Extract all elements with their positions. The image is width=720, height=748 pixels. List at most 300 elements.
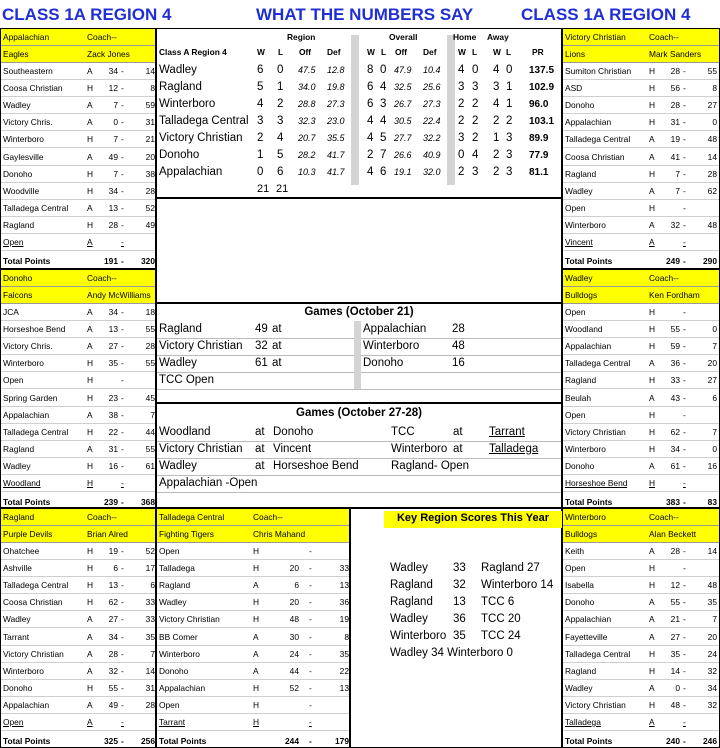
away-wins: 2 — [493, 149, 500, 161]
score-against: 18 — [145, 307, 155, 317]
overall-losses: 7 — [380, 149, 387, 161]
score-against: 59 — [145, 100, 155, 111]
opponent: Ragland — [3, 443, 35, 454]
region-losses: 0 — [277, 64, 284, 76]
score-for: 34 — [108, 631, 118, 642]
home-away: A — [87, 237, 93, 247]
score-dash: - — [121, 66, 124, 76]
game-row — [563, 200, 719, 217]
game-row — [157, 663, 349, 680]
home-away: H — [649, 117, 656, 128]
score-for: 33 — [670, 375, 680, 386]
score-dash: - — [121, 237, 124, 247]
opponent: BB Comer — [159, 631, 198, 642]
standings-team: Donoho — [159, 149, 200, 161]
coach-label: Coach-- — [87, 273, 117, 283]
total-label: Total Points — [3, 736, 51, 747]
col-rw: W — [257, 47, 265, 57]
games-divider — [157, 389, 561, 390]
home-away: A — [649, 460, 655, 471]
overall-def: 32.0 — [423, 167, 441, 177]
home-away: H — [649, 648, 656, 659]
score-against: 7 — [150, 648, 155, 659]
standings-team: Victory Christian — [159, 132, 243, 144]
standings-team: Appalachian — [159, 166, 223, 178]
home-wins: 4 — [458, 64, 465, 76]
game-row — [1, 80, 155, 97]
game-row — [1, 200, 155, 217]
region-wins: 4 — [257, 98, 264, 110]
score-against: 14 — [145, 665, 155, 676]
region-wins: 3 — [257, 115, 264, 127]
game-score-b: 48 — [452, 340, 465, 352]
score-against: 32 — [707, 665, 717, 676]
game-row — [563, 217, 719, 234]
game-row — [157, 594, 349, 611]
score-against: 22 — [339, 665, 349, 676]
total-dash: - — [683, 736, 686, 747]
game-row — [563, 594, 719, 611]
game-row — [563, 577, 719, 594]
key-score-a: 35 — [453, 630, 466, 642]
home-away: H — [649, 83, 656, 94]
home-away: A — [649, 546, 655, 556]
standings-row — [157, 113, 561, 130]
score-dash: - — [683, 717, 686, 727]
score-for: 14 — [670, 665, 680, 676]
score-dash: - — [121, 699, 124, 710]
home-wins: 3 — [458, 132, 465, 144]
opponent: Victory Christian — [565, 426, 626, 437]
team-box-wadley — [562, 269, 720, 508]
standings-row — [157, 130, 561, 147]
away-wins: 1 — [493, 132, 500, 144]
game-row — [157, 543, 349, 560]
region-wins: 0 — [257, 166, 264, 178]
game-at: at — [272, 340, 282, 352]
score-against: 55 — [145, 324, 155, 335]
score-against: 8 — [150, 83, 155, 94]
team-name: Donoho — [3, 273, 33, 283]
overall-wins: 4 — [367, 132, 374, 144]
total-row — [563, 733, 719, 748]
score-for: 49 — [108, 699, 118, 710]
opponent: ASD — [565, 83, 583, 94]
opponent: Gaylesville — [3, 151, 44, 162]
key-team-b: TCC 6 — [481, 596, 515, 608]
home-away: H — [649, 409, 656, 420]
score-for: 31 — [670, 117, 680, 128]
opponent: Donoho — [3, 682, 33, 693]
home-away: H — [649, 324, 656, 335]
total-against: 179 — [335, 736, 349, 747]
score-dash: - — [683, 307, 686, 317]
home-away: A — [87, 100, 93, 111]
opponent: Ragland — [565, 375, 597, 386]
game-team-b: Donoho — [363, 357, 404, 369]
score-for: 0 — [113, 117, 118, 128]
game-row — [563, 697, 719, 714]
overall-losses: 4 — [380, 115, 387, 127]
score-for: 34 — [108, 185, 118, 196]
score-against: 61 — [145, 460, 155, 471]
home-wins: 2 — [458, 98, 465, 110]
home-away: H — [87, 219, 94, 230]
team-mascot: Bulldogs — [565, 290, 598, 300]
score-dash: - — [683, 83, 686, 94]
game-at-c: at — [453, 426, 463, 438]
game-team-c: Winterboro — [391, 443, 448, 455]
score-against: 48 — [707, 580, 717, 591]
game-team-a: Wadley — [159, 357, 197, 369]
score-for: 38 — [108, 409, 118, 420]
opponent: Talladega Central — [565, 648, 631, 659]
home-away: H — [87, 83, 94, 94]
score-against: 7 — [712, 614, 717, 625]
opponent: Horseshoe Bend — [3, 324, 66, 335]
score-for: 19 — [108, 546, 118, 556]
score-for: 27 — [108, 341, 118, 352]
home-away: H — [87, 168, 94, 179]
home-away: A — [253, 665, 259, 676]
game-row — [563, 80, 719, 97]
standings-team: Wadley — [159, 64, 197, 76]
opponent: Beulah — [565, 392, 592, 403]
home-losses: 4 — [472, 149, 479, 161]
home-away: H — [649, 307, 656, 317]
region-wins: 5 — [257, 81, 264, 93]
power-rating: 81.1 — [529, 167, 549, 178]
game-row — [1, 338, 155, 355]
opponent: Open — [3, 717, 24, 727]
score-against: 55 — [145, 443, 155, 454]
score-against: 28 — [145, 341, 155, 352]
home-wins: 0 — [458, 149, 465, 161]
score-against: 45 — [145, 392, 155, 403]
opponent: Victory Christian — [3, 648, 64, 659]
score-dash: - — [121, 100, 124, 111]
region-def: 41.7 — [327, 167, 345, 177]
overall-def: 25.6 — [423, 82, 441, 92]
game-row — [1, 441, 155, 458]
games-oct27 — [156, 403, 562, 508]
total-against: 290 — [703, 256, 717, 267]
score-for: 21 — [670, 614, 680, 625]
region-def: 27.3 — [327, 99, 345, 109]
team-subheader-row — [563, 526, 719, 543]
overall-off: 32.5 — [394, 82, 412, 92]
opponent: Tarrant — [159, 717, 186, 727]
total-label: Total Points — [565, 256, 613, 267]
game-row — [563, 714, 719, 731]
game-row — [563, 183, 719, 200]
score-dash: - — [309, 699, 312, 710]
opponent: Coosa Christian — [565, 151, 625, 162]
home-losses: 3 — [472, 166, 479, 178]
score-dash: - — [683, 202, 686, 213]
team-mascot: Purple Devils — [3, 529, 53, 539]
home-away: H — [649, 563, 656, 574]
score-for: 49 — [108, 151, 118, 162]
score-for: 48 — [670, 699, 680, 710]
score-for: 48 — [289, 614, 299, 625]
overall-def: 10.4 — [423, 65, 441, 75]
score-dash: - — [683, 185, 686, 196]
home-losses: 2 — [472, 132, 479, 144]
score-dash: - — [309, 648, 312, 659]
score-against: 44 — [145, 426, 155, 437]
score-for: 34 — [108, 307, 118, 317]
total-dash: - — [121, 497, 124, 508]
region-losses: 4 — [277, 132, 284, 144]
region-off: 20.7 — [298, 133, 316, 143]
region-off: 28.8 — [298, 99, 316, 109]
opponent: Open — [565, 202, 586, 213]
home-away: H — [253, 546, 260, 556]
score-for: 20 — [289, 563, 299, 574]
key-score-a: 36 — [453, 613, 466, 625]
score-for: 7 — [113, 168, 118, 179]
score-against: 31 — [145, 117, 155, 128]
score-against: 16 — [707, 460, 717, 471]
score-for: 6 — [113, 563, 118, 574]
game-team-c: Ragland- Open — [391, 460, 469, 472]
score-dash: - — [683, 665, 686, 676]
score-for: 43 — [670, 392, 680, 403]
standings-team: Talladega Central — [159, 115, 249, 127]
score-against: 55 — [145, 358, 155, 369]
game-row — [1, 131, 155, 148]
score-against: 28 — [145, 699, 155, 710]
score-dash: - — [121, 83, 124, 94]
home-losses: 2 — [472, 98, 479, 110]
total-label: Total Points — [3, 497, 51, 508]
game-row — [563, 355, 719, 372]
score-dash: - — [683, 409, 686, 420]
team-box-ragland — [0, 508, 156, 748]
away-losses: 0 — [506, 64, 513, 76]
overall-off: 26.7 — [394, 99, 412, 109]
home-away: A — [87, 117, 93, 128]
team-subheader-row — [563, 287, 719, 304]
game-row — [563, 424, 719, 441]
total-row — [563, 253, 719, 270]
overall-losses: 0 — [380, 64, 387, 76]
overall-def: 32.2 — [423, 133, 441, 143]
game-at: at — [255, 443, 265, 455]
score-for: 32 — [670, 219, 680, 230]
region-wins: 2 — [257, 132, 264, 144]
key-team-b: TCC 24 — [481, 630, 521, 642]
home-away: H — [649, 699, 656, 710]
coach-label: Coach-- — [649, 512, 679, 522]
game-row — [1, 560, 155, 577]
score-dash: - — [309, 631, 312, 642]
region-def: 23.0 — [327, 116, 345, 126]
home-away: A — [87, 324, 93, 335]
games-divider-bar — [354, 321, 361, 389]
score-dash: - — [121, 614, 124, 625]
score-dash: - — [121, 117, 124, 128]
col-aw: W — [493, 47, 501, 57]
opponent: Donoho — [565, 460, 595, 471]
score-dash: - — [309, 580, 312, 591]
opponent: Wadley — [3, 460, 31, 471]
score-against: 28 — [145, 185, 155, 196]
opponent: Open — [3, 237, 24, 247]
key-team-a: Wadley — [390, 613, 428, 625]
coach-name: Zack Jones — [87, 49, 130, 59]
game-row — [563, 63, 719, 80]
standings-row — [157, 164, 561, 181]
score-dash: - — [309, 614, 312, 625]
col-overall: Overall — [389, 32, 418, 42]
col-ol: L — [381, 47, 387, 57]
opponent: Appalachian — [3, 699, 50, 710]
opponent: Wadley — [565, 185, 593, 196]
opponent: Talladega Central — [565, 134, 631, 145]
game-row — [563, 390, 719, 407]
home-away: H — [87, 392, 94, 403]
home-losses: 2 — [472, 115, 479, 127]
opponent: Appalachian — [565, 117, 612, 128]
game-row — [563, 611, 719, 628]
key-score-a: 33 — [453, 562, 466, 574]
region-off: 28.2 — [298, 150, 316, 160]
game-team-b: Vincent — [273, 443, 312, 455]
team-name: Winterboro — [565, 512, 606, 522]
overall-wins: 6 — [367, 98, 374, 110]
score-dash: - — [121, 426, 124, 437]
score-for: 44 — [289, 665, 299, 676]
home-away: H — [87, 546, 94, 556]
opponent: Fayetteville — [565, 631, 608, 642]
standings-team: Winterboro — [159, 98, 216, 110]
opponent: Talladega — [565, 717, 601, 727]
col-ooff: Off — [395, 47, 408, 57]
score-dash: - — [683, 631, 686, 642]
score-for: 28 — [670, 100, 680, 111]
score-against: 21 — [145, 134, 155, 145]
opponent: Coosa Christian — [3, 83, 63, 94]
score-against: 36 — [339, 597, 349, 608]
game-row — [1, 611, 155, 628]
score-dash: - — [683, 426, 686, 437]
power-rating: 103.1 — [529, 116, 555, 127]
score-dash: - — [683, 648, 686, 659]
total-against: 256 — [141, 736, 155, 747]
coach-label: Coach-- — [87, 512, 117, 522]
score-dash: - — [121, 563, 124, 574]
col-region: Region — [287, 32, 316, 42]
games-divider — [157, 492, 561, 493]
home-away: A — [649, 631, 655, 642]
score-dash: - — [121, 375, 124, 386]
score-for: 55 — [108, 682, 118, 693]
opponent: Open — [565, 563, 586, 574]
standings-table — [156, 28, 562, 198]
game-row — [563, 149, 719, 166]
game-row — [563, 234, 719, 251]
team-mascot: Falcons — [3, 290, 33, 300]
team-box-winterboro — [562, 508, 720, 748]
score-dash: - — [121, 185, 124, 196]
opponent: Victory Christian — [159, 614, 220, 625]
opponent: Talladega Central — [565, 358, 631, 369]
opponent: Open — [565, 409, 586, 420]
region-losses: 3 — [277, 115, 284, 127]
total-label: Total Points — [565, 736, 613, 747]
coach-label: Coach-- — [253, 512, 283, 522]
away-wins: 2 — [493, 166, 500, 178]
score-against: 27 — [707, 375, 717, 386]
home-away: A — [253, 648, 259, 659]
opponent: Winterboro — [3, 665, 44, 676]
power-rating: 96.0 — [529, 99, 549, 110]
score-for: 28 — [670, 66, 680, 76]
score-dash: - — [309, 717, 312, 727]
total-row — [1, 253, 155, 270]
score-against: 7 — [150, 409, 155, 420]
score-against: 24 — [707, 648, 717, 659]
score-against: 33 — [339, 563, 349, 574]
total-for: 240 — [666, 736, 680, 747]
home-away: H — [649, 426, 656, 437]
game-row — [563, 629, 719, 646]
home-away: A — [87, 614, 93, 625]
game-row — [1, 217, 155, 234]
home-away: A — [253, 580, 259, 591]
score-against: 49 — [145, 219, 155, 230]
opponent: Spring Garden — [3, 392, 58, 403]
score-against: 52 — [145, 202, 155, 213]
game-row — [1, 97, 155, 114]
home-away: H — [253, 614, 260, 625]
opponent: Open — [159, 546, 180, 556]
opponent: Coosa Christian — [3, 597, 63, 608]
games-oct21-title: Games (October 21) — [304, 306, 414, 318]
opponent: Keith — [565, 546, 585, 556]
header-right: CLASS 1A REGION 4 — [521, 5, 691, 24]
team-header-row — [1, 29, 155, 46]
game-row — [1, 629, 155, 646]
score-against: 7 — [712, 341, 717, 352]
game-row — [1, 321, 155, 338]
coach-name: Andy McWilliams — [87, 290, 151, 300]
home-wins: 2 — [458, 166, 465, 178]
away-wins: 4 — [493, 98, 500, 110]
opponent: Woodville — [3, 185, 40, 196]
score-for: 62 — [108, 597, 118, 608]
team-subheader-row — [563, 46, 719, 63]
score-dash: - — [683, 597, 686, 608]
standings-row — [157, 62, 561, 79]
total-against: 320 — [141, 256, 155, 267]
opponent: Donoho — [3, 168, 33, 179]
game-row — [563, 441, 719, 458]
game-row — [1, 183, 155, 200]
team-mascot: Eagles — [3, 49, 29, 59]
opponent: Winterboro — [565, 443, 606, 454]
score-against: 0 — [712, 324, 717, 335]
opponent: Tarrant — [3, 631, 30, 642]
team-mascot: Bulldogs — [565, 529, 598, 539]
game-row — [1, 543, 155, 560]
overall-def: 40.9 — [423, 150, 441, 160]
home-away: A — [649, 358, 655, 369]
score-against: 8 — [344, 631, 349, 642]
game-row — [563, 663, 719, 680]
